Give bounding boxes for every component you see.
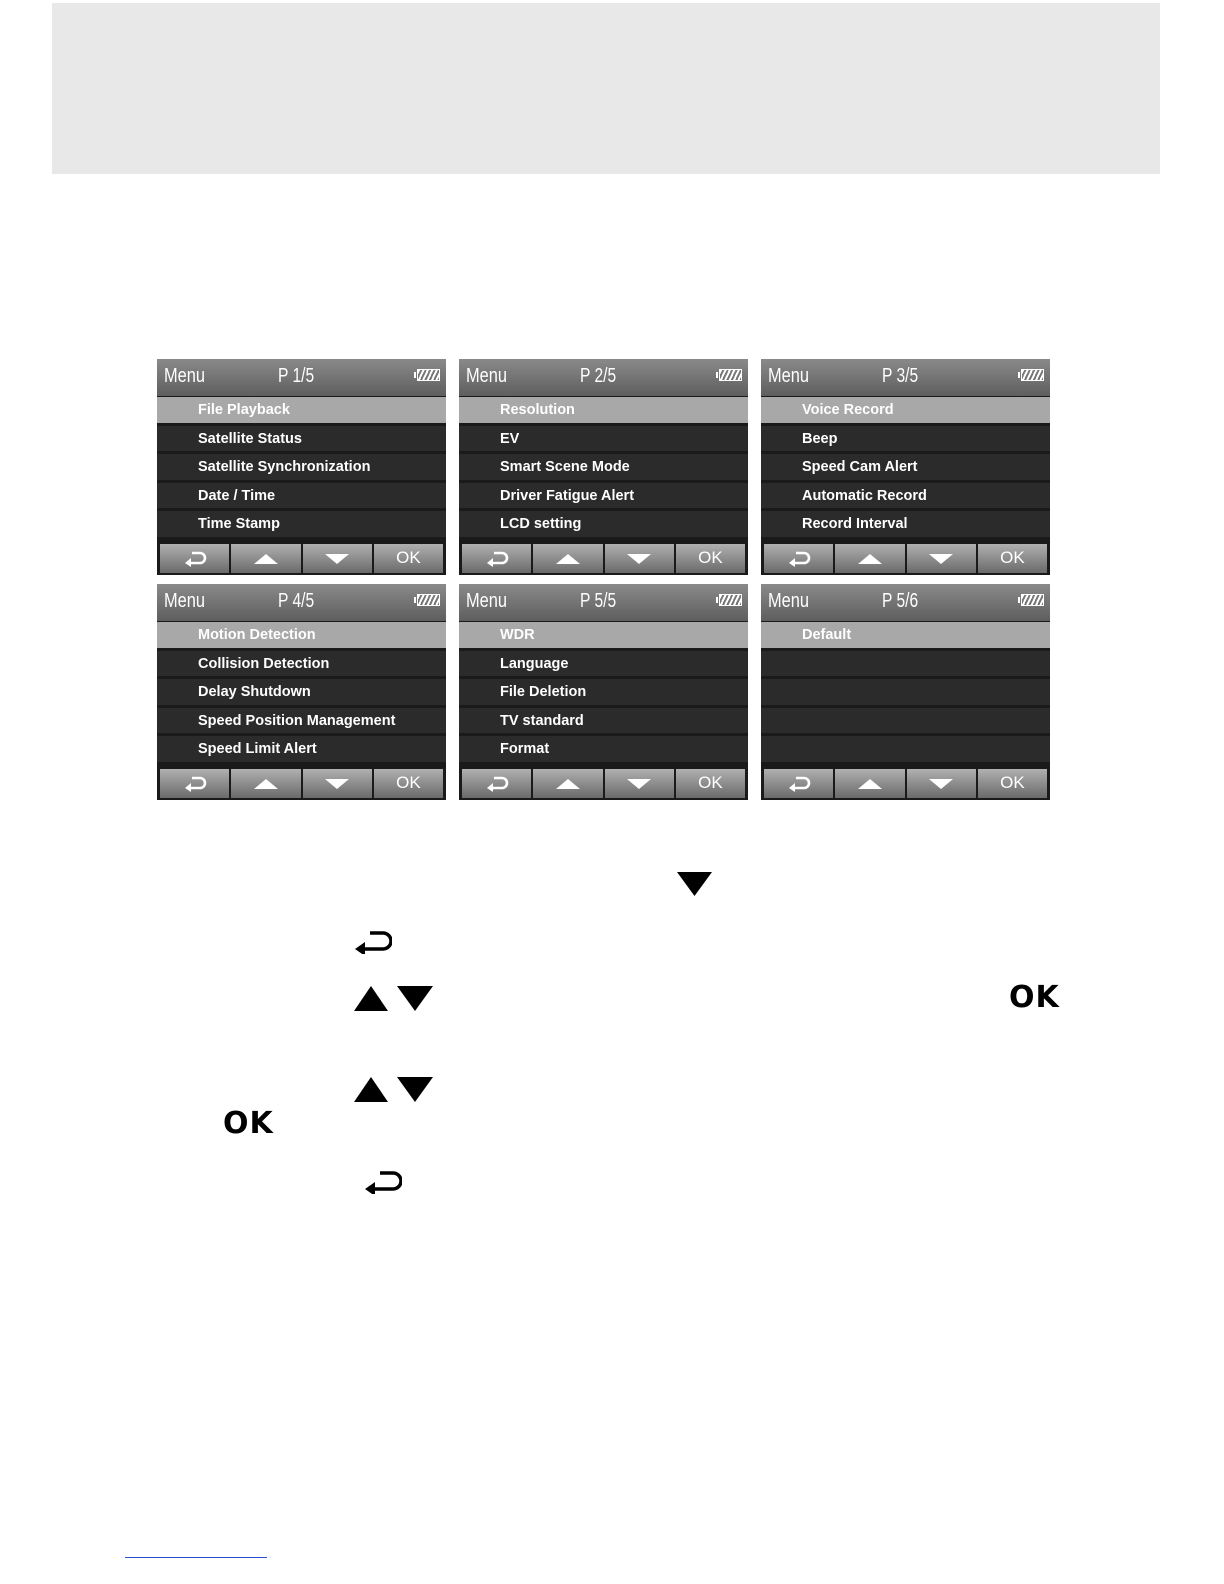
- ok-label: OK: [698, 548, 723, 567]
- menu-item[interactable]: Record Interval: [761, 511, 1050, 537]
- screen-titlebar: [157, 584, 446, 621]
- menu-item[interactable]: Speed Limit Alert: [157, 736, 446, 762]
- back-button[interactable]: [160, 769, 229, 798]
- ok-button[interactable]: [374, 544, 443, 573]
- menu-item[interactable]: Beep: [761, 426, 1050, 452]
- down-button[interactable]: [605, 769, 674, 798]
- up-triangle-icon: [857, 553, 883, 565]
- down-button[interactable]: [907, 544, 976, 573]
- battery-icon: [417, 369, 440, 381]
- menu-item-selected[interactable]: Default: [761, 622, 1050, 648]
- up-triangle-icon: [555, 553, 581, 565]
- ok-label: OK: [1000, 773, 1025, 792]
- return-arrow-icon: [183, 551, 207, 567]
- menu-screen-3: [761, 359, 1050, 575]
- battery-icon: [719, 369, 742, 381]
- up-button[interactable]: [231, 544, 300, 573]
- ok-label: OK: [1000, 548, 1025, 567]
- screen-toolbar: [764, 769, 1047, 798]
- screen-toolbar: [764, 544, 1047, 573]
- header-band: [52, 3, 1160, 174]
- up-button[interactable]: [533, 544, 602, 573]
- battery-icon: [719, 594, 742, 606]
- back-button[interactable]: [462, 544, 531, 573]
- menu-item-selected[interactable]: WDR: [459, 622, 748, 648]
- return-arrow-icon: [485, 776, 509, 792]
- ok-label: OK: [698, 773, 723, 792]
- return-arrow-icon: [183, 776, 207, 792]
- down-triangle-icon: [928, 553, 954, 565]
- down-triangle-icon: [626, 553, 652, 565]
- ok-label: OK: [396, 773, 421, 792]
- menu-item-selected[interactable]: Motion Detection: [157, 622, 446, 648]
- menu-title: Menu: [164, 365, 206, 387]
- page-indicator: P 4/5: [278, 590, 315, 612]
- menu-title: Menu: [768, 590, 810, 612]
- down-button[interactable]: [907, 769, 976, 798]
- down-triangle-icon: [324, 553, 350, 565]
- down-button[interactable]: [605, 544, 674, 573]
- menu-title: Menu: [466, 590, 508, 612]
- menu-item[interactable]: Language: [459, 651, 748, 677]
- up-button[interactable]: [835, 544, 904, 573]
- menu-item[interactable]: Speed Cam Alert: [761, 454, 1050, 480]
- down-triangle-icon: [626, 778, 652, 790]
- return-arrow-icon: [787, 551, 811, 567]
- return-arrow-icon: [787, 776, 811, 792]
- down-triangle-icon: [677, 872, 712, 897]
- back-button[interactable]: [462, 769, 531, 798]
- battery-icon: [1021, 369, 1044, 381]
- up-triangle-icon: [354, 986, 388, 1011]
- menu-item[interactable]: TV standard: [459, 708, 748, 734]
- menu-screen-2: [459, 359, 748, 575]
- menu-item[interactable]: Date / Time: [157, 483, 446, 509]
- down-triangle-icon: [397, 986, 433, 1011]
- up-button[interactable]: [231, 769, 300, 798]
- return-arrow-icon: [354, 930, 392, 954]
- screen-toolbar: [462, 769, 745, 798]
- down-triangle-icon: [928, 778, 954, 790]
- up-triangle-icon: [354, 1077, 388, 1102]
- battery-icon: [1021, 594, 1044, 606]
- up-triangle-icon: [857, 778, 883, 790]
- screen-toolbar: [160, 544, 443, 573]
- return-arrow-icon: [364, 1170, 402, 1194]
- menu-title: Menu: [466, 365, 508, 387]
- down-triangle-icon: [324, 778, 350, 790]
- ok-button[interactable]: [676, 769, 745, 798]
- menu-screen-1: [157, 359, 446, 575]
- up-triangle-icon: [253, 778, 279, 790]
- screen-titlebar: [459, 584, 748, 621]
- menu-item[interactable]: Time Stamp: [157, 511, 446, 537]
- footer-rule: [125, 1557, 267, 1558]
- back-button[interactable]: [764, 544, 833, 573]
- menu-item-selected[interactable]: Voice Record: [761, 397, 1050, 423]
- menu-item[interactable]: [761, 708, 1050, 734]
- ok-glyph: OK: [223, 1106, 274, 1141]
- menu-screen-6: [761, 584, 1050, 800]
- screen-titlebar: [157, 359, 446, 396]
- screen-toolbar: [462, 544, 745, 573]
- ok-button[interactable]: [374, 769, 443, 798]
- down-button[interactable]: [303, 769, 372, 798]
- menu-item[interactable]: [761, 651, 1050, 677]
- menu-item-selected[interactable]: Resolution: [459, 397, 748, 423]
- ok-label: OK: [396, 548, 421, 567]
- up-button[interactable]: [533, 769, 602, 798]
- screen-titlebar: [459, 359, 748, 396]
- menu-item[interactable]: Speed Position Management: [157, 708, 446, 734]
- menu-title: Menu: [164, 590, 206, 612]
- menu-item[interactable]: EV: [459, 426, 748, 452]
- menu-item[interactable]: Automatic Record: [761, 483, 1050, 509]
- menu-screen-4: [157, 584, 446, 800]
- menu-item[interactable]: Smart Scene Mode: [459, 454, 748, 480]
- menu-item[interactable]: LCD setting: [459, 511, 748, 537]
- ok-button[interactable]: [978, 544, 1047, 573]
- back-button[interactable]: [764, 769, 833, 798]
- menu-item[interactable]: Driver Fatigue Alert: [459, 483, 748, 509]
- ok-button[interactable]: [978, 769, 1047, 798]
- menu-item[interactable]: Satellite Synchronization: [157, 454, 446, 480]
- menu-item[interactable]: [761, 679, 1050, 705]
- menu-item[interactable]: Satellite Status: [157, 426, 446, 452]
- ok-button[interactable]: [676, 544, 745, 573]
- page-indicator: P 1/5: [278, 365, 315, 387]
- page-indicator: P 3/5: [882, 365, 919, 387]
- screen-toolbar: [160, 769, 443, 798]
- ok-glyph: OK: [1009, 980, 1060, 1015]
- menu-item[interactable]: Format: [459, 736, 748, 762]
- up-triangle-icon: [253, 553, 279, 565]
- page-indicator: P 2/5: [580, 365, 617, 387]
- back-button[interactable]: [160, 544, 229, 573]
- menu-item[interactable]: [761, 736, 1050, 762]
- battery-icon: [417, 594, 440, 606]
- page-indicator: P 5/5: [580, 590, 617, 612]
- down-button[interactable]: [303, 544, 372, 573]
- menu-item[interactable]: Collision Detection: [157, 651, 446, 677]
- menu-item[interactable]: File Deletion: [459, 679, 748, 705]
- up-triangle-icon: [555, 778, 581, 790]
- page-indicator: P 5/6: [882, 590, 919, 612]
- menu-title: Menu: [768, 365, 810, 387]
- up-button[interactable]: [835, 769, 904, 798]
- menu-item[interactable]: Delay Shutdown: [157, 679, 446, 705]
- return-arrow-icon: [485, 551, 509, 567]
- screen-titlebar: [761, 584, 1050, 621]
- menu-item-selected[interactable]: File Playback: [157, 397, 446, 423]
- down-triangle-icon: [397, 1077, 433, 1102]
- screen-titlebar: [761, 359, 1050, 396]
- menu-screen-5: [459, 584, 748, 800]
